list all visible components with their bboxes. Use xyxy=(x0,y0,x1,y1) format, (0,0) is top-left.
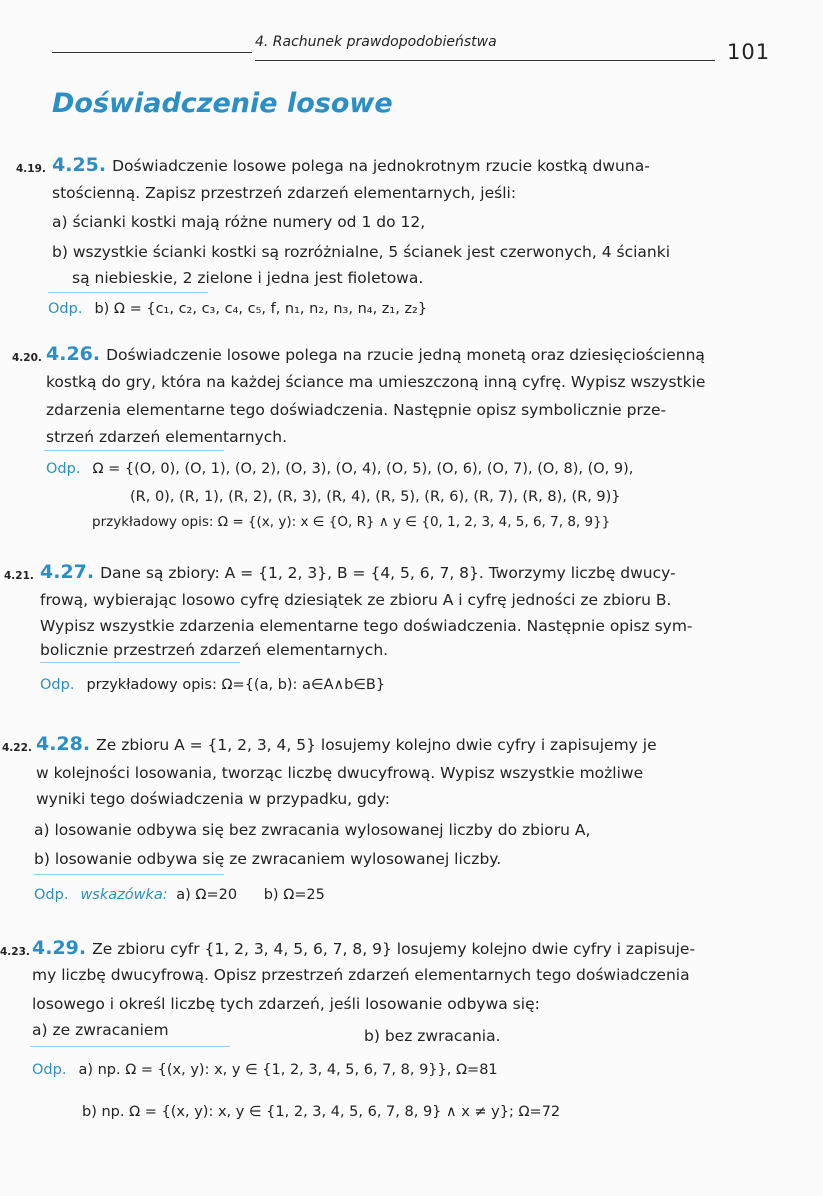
problem-number: 4.25. xyxy=(52,154,107,176)
answer-line: a) np. Ω = {(x, y): x, y ∈ {1, 2, 3, 4, 5, 6, 7, 8, 9}}, Ω=81 xyxy=(78,1062,498,1078)
answer-line: b) np. Ω = {(x, y): x, y ∈ {1, 2, 3, 4, 5, 6, 7, 8, 9} ∧ x ≠ y}; Ω=72 xyxy=(82,1104,561,1120)
answer-separator xyxy=(34,874,224,875)
answer-separator xyxy=(48,292,208,293)
answer-part-a: a) Ω=20 xyxy=(176,887,238,903)
problem-text-line: Ze zbioru A = {1, 2, 3, 4, 5} losujemy kolejno dwie cyfry i zapisujemy je xyxy=(96,736,657,754)
option-b: b) bez zwracania. xyxy=(364,1027,501,1045)
problem-text-line: b) wszystkie ścianki kostki są rozróżnialne, 5 ścianek jest czerwonych, 4 ścianki xyxy=(52,243,671,261)
answer-line: przykładowy opis: Ω={(a, b): a∈A∧b∈B} xyxy=(86,677,386,693)
problem-text-line: stościenną. Zapisz przestrzeń zdarzeń elementarnych, jeśli: xyxy=(52,184,517,202)
answer-part-b: b) Ω=25 xyxy=(263,887,325,903)
problem-text-line: zdarzenia elementarne tego doświadczenia. Następnie opisz symbolicznie prze- xyxy=(46,401,667,419)
problem-text-line: Dane są zbiory: A = {1, 2, 3}, B = {4, 5, 6, 7, 8}. Tworzymy liczbę dwucy- xyxy=(100,564,676,582)
option-a: a) ze zwracaniem xyxy=(32,1021,169,1039)
answer-label: Odp. xyxy=(46,461,81,477)
problem-number: 4.27. xyxy=(40,561,95,583)
header-rule-right xyxy=(255,60,715,61)
problem-text-line: Wypisz wszystkie zdarzenia elementarne tego doświadczenia. Następnie opisz sym- xyxy=(40,617,693,635)
header-rule-left xyxy=(52,52,252,53)
problem-number: 4.28. xyxy=(36,733,91,755)
problem-text-line: frową, wybierając losowo cyfrę dziesiątek ze zbioru A i cyfrę jedności ze zbioru B. xyxy=(40,591,672,609)
page-number: 101 xyxy=(727,40,771,64)
problem-text-line: wyniki tego doświadczenia w przypadku, gdy: xyxy=(36,790,390,808)
answer-separator xyxy=(30,1046,230,1047)
old-number: 4.21. xyxy=(4,570,34,582)
old-number: 4.23. xyxy=(0,946,30,958)
answer-label: Odp. xyxy=(34,887,69,903)
problem-text-line: b) losowanie odbywa się ze zwracaniem wylosowanej liczby. xyxy=(34,850,502,868)
old-number: 4.19. xyxy=(16,163,46,175)
problem-text-line: kostką do gry, która na każdej ściance ma umieszczoną inną cyfrę. Wypisz wszystkie xyxy=(46,373,706,391)
problem-text-line: Doświadczenie losowe polega na rzucie jedną monetą oraz dziesięciościenną xyxy=(106,346,705,364)
answer-label: Odp. xyxy=(48,301,83,317)
answer-hint: wskazówka: xyxy=(80,887,168,903)
problem-text-line: a) ścianki kostki mają różne numery od 1 do 12, xyxy=(52,213,426,231)
problem-text-line: są niebieskie, 2 zielone i jedna jest fioletowa. xyxy=(72,269,424,287)
old-number: 4.20. xyxy=(12,352,42,364)
answer-separator xyxy=(40,662,240,663)
chapter-title: 4. Rachunek prawdopodobieństwa xyxy=(255,34,497,50)
problem-number: 4.29. xyxy=(32,937,87,959)
problem-text-line: Doświadczenie losowe polega na jednokrotnym rzucie kostką dwuna- xyxy=(112,157,650,175)
old-number: 4.22. xyxy=(2,742,32,754)
answer-line: (R, 0), (R, 1), (R, 2), (R, 3), (R, 4), (R, 5), (R, 6), (R, 7), (R, 8), (R, 9)} xyxy=(130,489,621,505)
answer-line: b) Ω = {c₁, c₂, c₃, c₄, c₅, f, n₁, n₂, n₃, n₄, z₁, z₂} xyxy=(94,301,428,317)
problem-text-line: w kolejności losowania, tworząc liczbę dwucyfrową. Wypisz wszystkie możliwe xyxy=(36,764,644,782)
problem-text-line: my liczbę dwucyfrową. Opisz przestrzeń zdarzeń elementarnych tego doświadczenia xyxy=(32,966,690,984)
answer-separator xyxy=(44,450,224,451)
section-title: Doświadczenie losowe xyxy=(52,88,393,119)
problem-text-line: strzeń zdarzeń elementarnych. xyxy=(46,428,287,446)
answer-label: Odp. xyxy=(40,677,75,693)
problem-text-line: Ze zbioru cyfr {1, 2, 3, 4, 5, 6, 7, 8, 9} losujemy kolejno dwie cyfry i zapisuje- xyxy=(92,940,696,958)
answer-label: Odp. xyxy=(32,1062,67,1078)
answer-line: Ω = {(O, 0), (O, 1), (O, 2), (O, 3), (O, 4), (O, 5), (O, 6), (O, 7), (O, 8), (O, 9), xyxy=(92,461,634,477)
problem-text-line: bolicznie przestrzeń zdarzeń elementarnych. xyxy=(40,641,389,659)
problem-text-line: losowego i określ liczbę tych zdarzeń, jeśli losowanie odbywa się: xyxy=(32,995,540,1013)
answer-line: przykładowy opis: Ω = {(x, y): x ∈ {O, R} ∧ y ∈ {0, 1, 2, 3, 4, 5, 6, 7, 8, 9}} xyxy=(92,514,611,530)
problem-number: 4.26. xyxy=(46,343,101,365)
problem-text-line: a) losowanie odbywa się bez zwracania wylosowanej liczby do zbioru A, xyxy=(34,821,591,839)
